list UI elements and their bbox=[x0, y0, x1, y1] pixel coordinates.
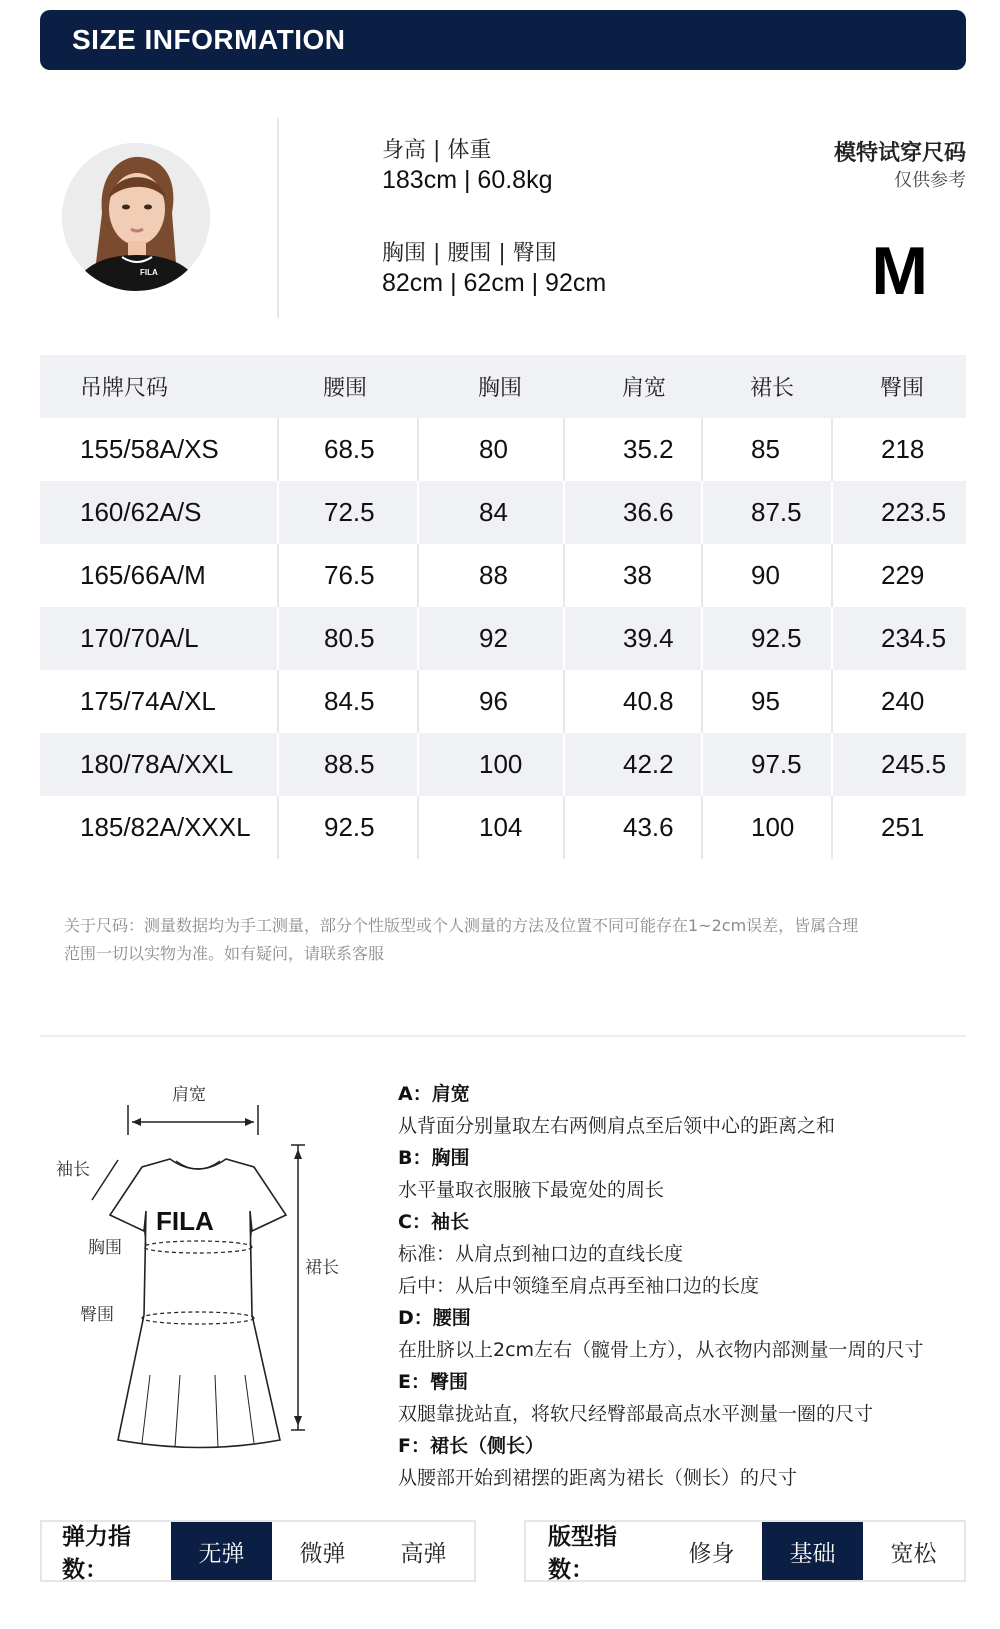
model-size-note: 仅供参考 bbox=[894, 170, 966, 191]
definition-text: 后中：从后中领缝至肩点再至袖口边的长度 bbox=[398, 1275, 760, 1297]
measurement-note bbox=[64, 912, 964, 968]
header-hip: 臀围 bbox=[832, 355, 966, 418]
definition-title: F：裙长（侧长） bbox=[398, 1435, 544, 1457]
section-header bbox=[40, 10, 966, 70]
height-weight-value: 183cm | 60.8kg bbox=[382, 166, 553, 194]
table-cell: 234.5 bbox=[832, 607, 966, 670]
fit-index bbox=[524, 1520, 966, 1582]
header-chest: 胸围 bbox=[418, 355, 564, 418]
table-cell: 223.5 bbox=[832, 481, 966, 544]
table-cell: 43.6 bbox=[564, 796, 702, 859]
table-cell: 180/78A/XXL bbox=[40, 733, 278, 796]
header-shoulder: 肩宽 bbox=[564, 355, 702, 418]
table-row bbox=[40, 796, 966, 859]
note-line: 范围一切以实物为准。如有疑问，请联系客服 bbox=[64, 944, 385, 963]
table-cell: 95 bbox=[702, 670, 832, 733]
table-cell: 160/62A/S bbox=[40, 481, 278, 544]
table-cell: 80 bbox=[418, 418, 564, 481]
elasticity-index bbox=[40, 1520, 476, 1582]
header-tag-size: 吊牌尺码 bbox=[40, 355, 278, 418]
measurement-definitions bbox=[398, 1078, 978, 1494]
elasticity-option-slight: 微弹 bbox=[299, 1540, 346, 1567]
table-cell: 218 bbox=[832, 418, 966, 481]
table-cell: 38 bbox=[564, 544, 702, 607]
table-cell: 185/82A/XXXL bbox=[80, 812, 251, 842]
model-avatar bbox=[62, 143, 210, 291]
definition-title: E：臀围 bbox=[398, 1371, 468, 1393]
diagram-logo: FILA bbox=[156, 1206, 214, 1236]
table-cell: 100 bbox=[702, 796, 832, 859]
table-cell: 72.5 bbox=[278, 481, 418, 544]
definition-title: B：胸围 bbox=[398, 1147, 470, 1169]
table-cell: 100 bbox=[418, 733, 564, 796]
table-cell: 36.6 bbox=[564, 481, 702, 544]
table-row bbox=[40, 418, 966, 481]
table-cell: 165/66A/M bbox=[80, 560, 206, 590]
elasticity-option-none: 无弹 bbox=[171, 1522, 272, 1580]
note-line: 关于尺码：测量数据均为手工测量，部分个性版型或个人测量的方法及位置不同可能存在1~2cm误差，皆属合理 bbox=[64, 916, 859, 935]
table-cell: 97.5 bbox=[702, 733, 832, 796]
horizontal-divider bbox=[40, 1035, 966, 1037]
table-cell: 155/58A/XS bbox=[80, 434, 219, 464]
table-cell: 68.5 bbox=[278, 418, 418, 481]
table-cell: 84.5 bbox=[278, 670, 418, 733]
table-cell: 35.2 bbox=[564, 418, 702, 481]
table-cell: 251 bbox=[832, 796, 966, 859]
table-cell: 76.5 bbox=[278, 544, 418, 607]
table-cell: 92 bbox=[418, 607, 564, 670]
elasticity-option-high: 高弹 bbox=[400, 1540, 447, 1567]
table-row bbox=[40, 670, 966, 733]
table-row bbox=[40, 544, 966, 607]
label-length: 裙长 bbox=[305, 1258, 339, 1278]
table-row bbox=[40, 733, 966, 796]
label-hip: 臀围 bbox=[80, 1305, 114, 1325]
table-row bbox=[40, 481, 966, 544]
label-sleeve: 袖长 bbox=[56, 1160, 90, 1180]
dress-measurement-diagram bbox=[40, 1075, 370, 1475]
table-cell: 85 bbox=[702, 418, 832, 481]
table-cell: 229 bbox=[832, 544, 966, 607]
table-cell: 40.8 bbox=[564, 670, 702, 733]
table-cell: 170/70A/L bbox=[40, 607, 278, 670]
definition-title: A：肩宽 bbox=[398, 1083, 470, 1105]
definition-text: 从腰部开始到裙摆的距离为裙长（侧长）的尺寸 bbox=[398, 1467, 798, 1489]
definition-text: 从背面分别量取左右两侧肩点至后领中心的距离之和 bbox=[398, 1115, 836, 1137]
model-size-title: 模特试穿尺码 bbox=[833, 141, 966, 166]
table-cell: 80.5 bbox=[278, 607, 418, 670]
table-row bbox=[40, 607, 966, 670]
measurements-value: 82cm | 62cm | 92cm bbox=[382, 269, 607, 297]
height-weight-label: 身高 | 体重 bbox=[382, 138, 492, 163]
measurements-label: 胸围 | 腰围 | 臀围 bbox=[382, 241, 557, 266]
table-header-row bbox=[40, 355, 966, 418]
table-cell: 245.5 bbox=[832, 733, 966, 796]
table-cell: 88 bbox=[418, 544, 564, 607]
definition-text: 水平量取衣服腋下最宽处的周长 bbox=[398, 1179, 665, 1201]
model-size: M bbox=[871, 233, 928, 309]
table-cell: 92.5 bbox=[278, 796, 418, 859]
table-cell: 42.2 bbox=[564, 733, 702, 796]
definition-title: D：腰围 bbox=[398, 1307, 471, 1329]
fit-label: 版型指数： bbox=[548, 1524, 617, 1583]
table-cell: 92.5 bbox=[702, 607, 832, 670]
shirt-logo: FILA bbox=[140, 268, 158, 277]
definition-title: C：袖长 bbox=[398, 1211, 469, 1233]
vertical-divider bbox=[277, 118, 279, 318]
label-shoulder: 肩宽 bbox=[172, 1085, 206, 1105]
table-cell: 96 bbox=[418, 670, 564, 733]
table-cell: 88.5 bbox=[278, 733, 418, 796]
fit-option-loose: 宽松 bbox=[890, 1540, 937, 1567]
definition-text: 双腿靠拢站直，将软尺经臀部最高点水平测量一圈的尺寸 bbox=[398, 1403, 874, 1425]
table-cell: 84 bbox=[418, 481, 564, 544]
header-waist: 腰围 bbox=[278, 355, 418, 418]
table-cell: 175/74A/XL bbox=[80, 686, 216, 716]
table-cell: 90 bbox=[702, 544, 832, 607]
header-length: 裙长 bbox=[702, 355, 832, 418]
size-table bbox=[40, 355, 966, 859]
table-cell: 240 bbox=[832, 670, 966, 733]
definition-text: 标准：从肩点到袖口边的直线长度 bbox=[398, 1243, 684, 1265]
table-cell: 87.5 bbox=[702, 481, 832, 544]
definition-text: 在肚脐以上2cm左右（髋骨上方），从衣物内部测量一周的尺寸 bbox=[398, 1339, 924, 1361]
section-title: SIZE INFORMATION bbox=[72, 24, 346, 55]
fit-option-slim: 修身 bbox=[688, 1540, 735, 1567]
fit-option-regular: 基础 bbox=[762, 1522, 863, 1580]
label-chest: 胸围 bbox=[88, 1238, 122, 1258]
table-cell: 104 bbox=[418, 796, 564, 859]
elasticity-label: 弹力指数： bbox=[62, 1524, 131, 1583]
table-cell: 39.4 bbox=[564, 607, 702, 670]
